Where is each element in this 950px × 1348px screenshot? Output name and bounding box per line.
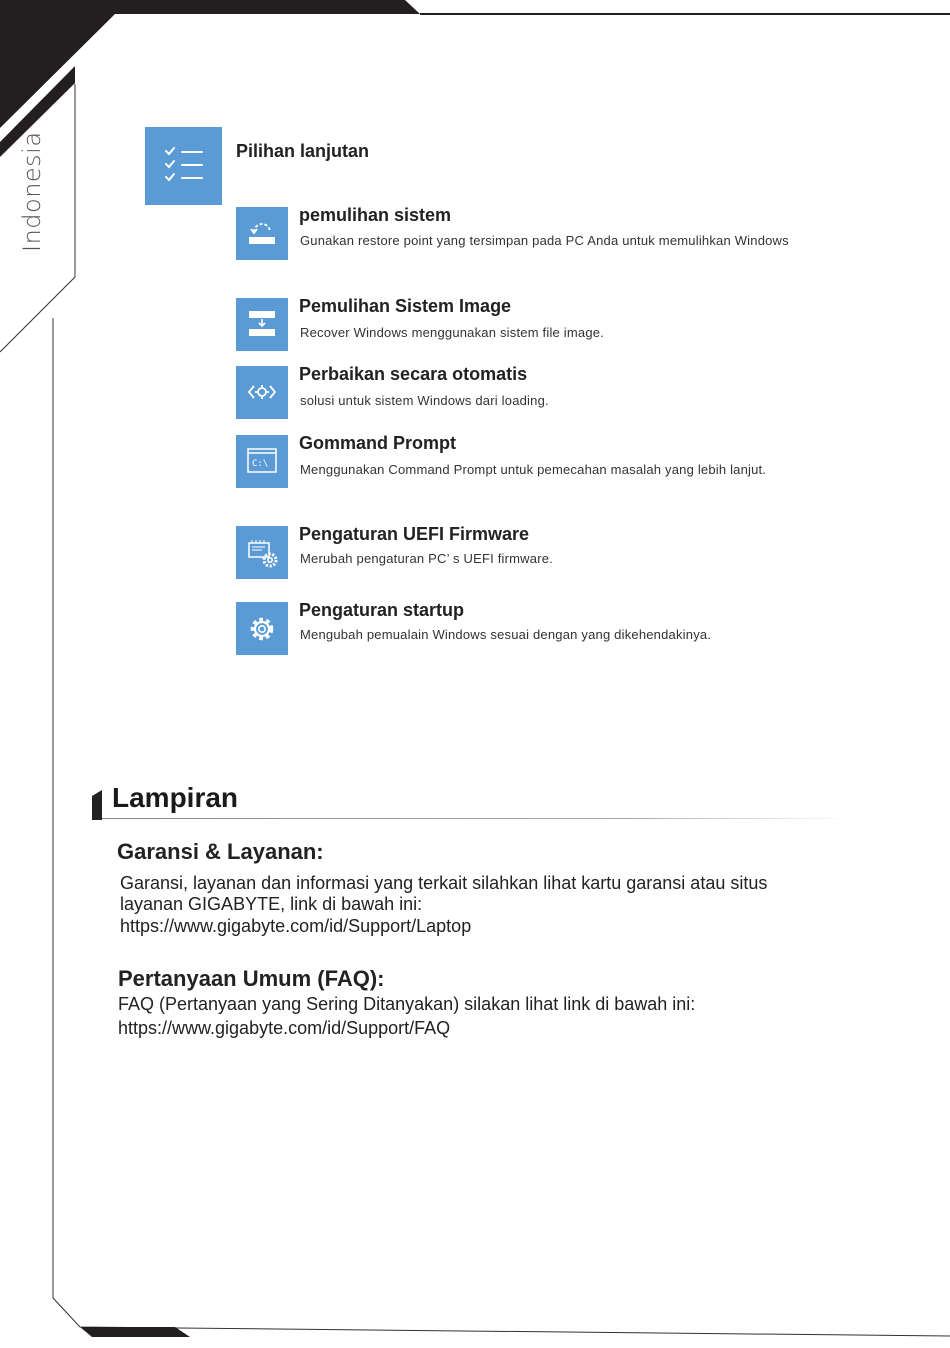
faq-text-line: FAQ (Pertanyaan yang Sering Ditanyakan) silakan lihat link di bawah ini: <box>118 994 696 1014</box>
option-title: Pengaturan startup <box>299 600 465 620</box>
svg-text:C:\: C:\ <box>252 459 269 469</box>
option-title: Perbaikan secara otomatis <box>299 364 528 384</box>
faq-link[interactable]: https://www.gigabyte.com/id/Support/FAQ <box>118 1018 451 1038</box>
option-title: Pemulihan Sistem Image <box>299 296 512 316</box>
option-description: Menggunakan Command Prompt untuk pemecahan masalah yang lebih lanjut. <box>300 462 767 477</box>
warranty-heading: Garansi & Layanan: <box>117 839 324 864</box>
option-title: pemulihan sistem <box>299 205 452 225</box>
option-description: Gunakan restore point yang tersimpan pada PC Anda untuk memulihkan Windows <box>300 233 789 248</box>
system-image-recovery-icon <box>236 298 288 351</box>
warranty-text-line: layanan GIGABYTE, link di bawah ini: <box>120 894 423 914</box>
checklist-icon <box>145 127 222 205</box>
startup-repair-icon <box>236 366 288 419</box>
advanced-options-title: Pilihan lanjutan <box>236 141 370 161</box>
system-restore-icon <box>236 207 288 260</box>
appendix-title: Lampiran <box>112 782 239 813</box>
gear-icon <box>236 602 288 655</box>
option-description: Recover Windows menggunakan sistem file image. <box>300 325 604 340</box>
option-description: solusi untuk sistem Windows dari loading. <box>300 393 549 408</box>
option-title: Pengaturan UEFI Firmware <box>299 524 530 544</box>
faq-heading: Pertanyaan Umum (FAQ): <box>118 966 385 991</box>
option-description: Mengubah pemualain Windows sesuai dengan yang dikehendakinya. <box>300 627 712 642</box>
warranty-text-line: Garansi, layanan dan informasi yang terkait silahkan lihat kartu garansi atau situs <box>120 873 768 893</box>
uefi-firmware-icon <box>236 526 288 579</box>
option-description: Merubah pengaturan PC’ s UEFI firmware. <box>300 551 553 566</box>
section-divider <box>102 818 852 819</box>
warranty-link[interactable]: https://www.gigabyte.com/id/Support/Laptop <box>120 916 472 936</box>
option-title: Gommand Prompt <box>299 433 457 453</box>
command-prompt-icon <box>236 435 288 488</box>
language-label: Indonesia <box>18 131 46 252</box>
